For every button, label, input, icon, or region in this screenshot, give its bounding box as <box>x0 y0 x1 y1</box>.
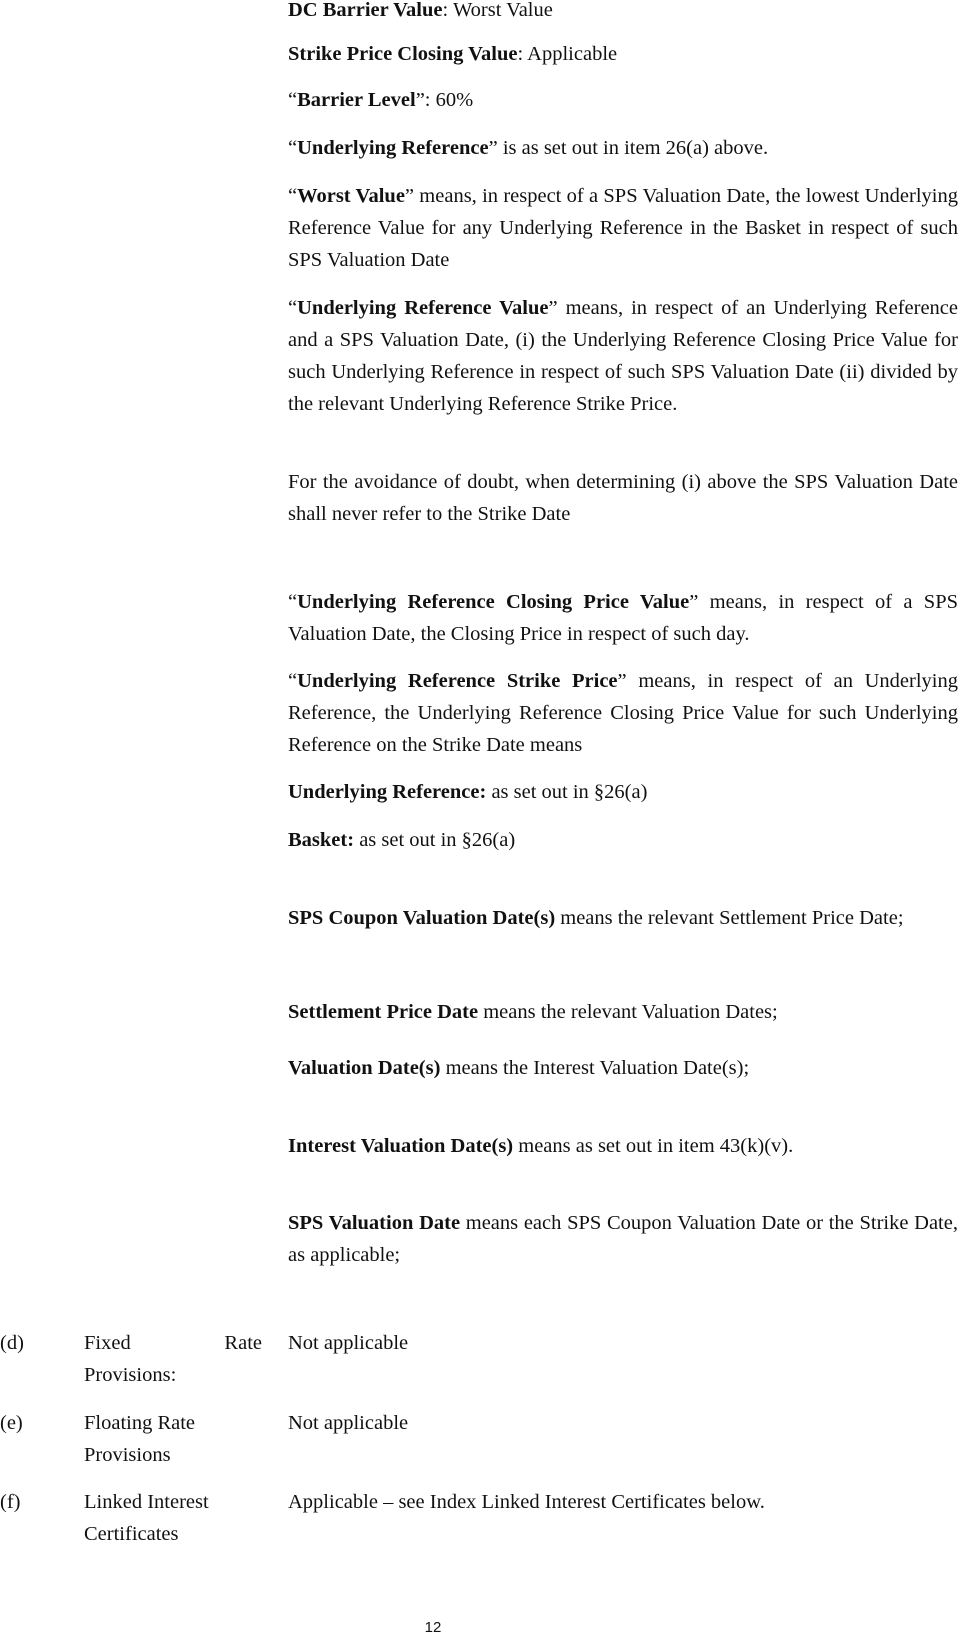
worst-value-text: ” means, in respect of a SPS Valuation Date, the lowest Underlying Reference Value for any Underlying Reference in the Basket in respect of such SPS Valuation Date <box>288 185 958 271</box>
underlying-reference-value-definition <box>288 292 958 420</box>
provision-row <box>0 1327 960 1397</box>
closing-price-value-label: Underlying Reference Closing Price Value <box>297 591 690 613</box>
barrier-level-text: ”: 60% <box>415 89 474 111</box>
underlying-reference-value-label: Underlying Reference Value <box>297 297 549 319</box>
page-number: 12 <box>424 1619 442 1636</box>
closing-price-value-text: ” means, in respect of a SPS Valuation Date, the Closing Price in respect of such day. <box>288 591 958 645</box>
underlying-reference-line <box>288 132 958 164</box>
provision-name-text: Fixed Rate Provisions: <box>84 1332 262 1386</box>
closing-price-value-open-quote: “ <box>288 591 298 613</box>
interest-valuation-dates-definition <box>288 1130 958 1162</box>
worst-value-label: Worst Value <box>297 185 405 207</box>
provision-name: Floating Rate Provisions <box>84 1412 196 1466</box>
provision-item: (e) <box>0 1412 23 1434</box>
provision-item: (d) <box>0 1332 24 1354</box>
barrier-level-open-quote: “ <box>288 89 298 111</box>
sps-valuation-date-text: means each SPS Coupon Valuation Date or the Strike Date, as applicable; <box>288 1212 958 1266</box>
underlying-reference-short-label: Underlying Reference: <box>288 781 487 803</box>
sps-valuation-date-label: SPS Valuation Date <box>288 1212 461 1234</box>
closing-price-value-definition <box>288 586 958 650</box>
provision-name <box>84 1327 262 1391</box>
worst-value-open-quote: “ <box>288 185 298 207</box>
provision-row <box>0 1407 960 1477</box>
provision-value: Not applicable <box>288 1412 409 1434</box>
basket-text: as set out in §26(a) <box>354 829 516 851</box>
strike-price-definition <box>288 665 958 761</box>
interest-valuation-dates-text: means as set out in item 43(k)(v). <box>513 1135 794 1157</box>
barrier-level-line <box>288 84 958 116</box>
basket-label: Basket: <box>288 829 355 851</box>
settlement-price-date-text: means the relevant Valuation Dates; <box>478 1001 778 1023</box>
sps-valuation-date-definition <box>288 1207 958 1271</box>
dc-barrier-value-line <box>288 0 958 26</box>
underlying-reference-open-quote: “ <box>288 137 298 159</box>
strike-price-closing-value-text: : Applicable <box>517 43 618 65</box>
settlement-price-date-label: Settlement Price Date <box>288 1001 479 1023</box>
provision-item: (f) <box>0 1491 21 1513</box>
provision-row <box>0 1486 960 1556</box>
avoidance-of-doubt-paragraph: For the avoidance of doubt, when determining (i) above the SPS Valuation Date shall never refer to the Strike Date <box>288 471 958 525</box>
interest-valuation-dates-label: Interest Valuation Date(s) <box>288 1135 514 1157</box>
barrier-level-label: Barrier Level <box>297 89 416 111</box>
underlying-reference-label: Underlying Reference <box>297 137 489 159</box>
underlying-reference-value-open-quote: “ <box>288 297 298 319</box>
strike-price-label: Underlying Reference Strike Price <box>297 670 618 692</box>
underlying-reference-short-definition <box>288 776 958 808</box>
underlying-reference-value-text: ” means, in respect of an Underlying Reference and a SPS Valuation Date, (i) the Underlying Reference Closing Price Value for such Underlying Reference in respect of such SPS Valuation Date (ii) divided by the relevant Underlying Reference Strike Price. <box>288 297 958 415</box>
valuation-dates-label: Valuation Date(s) <box>288 1057 441 1079</box>
sps-coupon-valuation-dates-text: means the relevant Settlement Price Date; <box>555 907 904 929</box>
provision-name: Linked Interest Certificates <box>84 1491 209 1545</box>
sps-coupon-valuation-dates-label: SPS Coupon Valuation Date(s) <box>288 907 556 929</box>
dc-barrier-value-text: : Worst Value <box>442 0 553 21</box>
valuation-dates-definition <box>288 1052 958 1084</box>
strike-price-text: ” means, in respect of an Underlying Reference, the Underlying Reference Closing Price Value for such Underlying Reference on the Strike Date means <box>288 670 959 756</box>
valuation-dates-text: means the Interest Valuation Date(s); <box>440 1057 750 1079</box>
underlying-reference-short-text: as set out in §26(a) <box>486 781 648 803</box>
worst-value-definition <box>288 180 958 276</box>
provision-value: Applicable – see Index Linked Interest Certificates below. <box>288 1491 765 1513</box>
basket-definition <box>288 824 958 856</box>
strike-price-closing-value-label: Strike Price Closing Value <box>288 43 518 65</box>
strike-price-closing-value-line <box>288 38 958 70</box>
dc-barrier-value-label: DC Barrier Value <box>288 0 443 21</box>
provision-value: Not applicable <box>288 1332 409 1354</box>
settlement-price-date-definition <box>288 996 958 1028</box>
underlying-reference-text: ” is as set out in item 26(a) above. <box>488 137 769 159</box>
strike-price-open-quote: “ <box>288 670 298 692</box>
sps-coupon-valuation-dates-definition <box>288 902 958 934</box>
